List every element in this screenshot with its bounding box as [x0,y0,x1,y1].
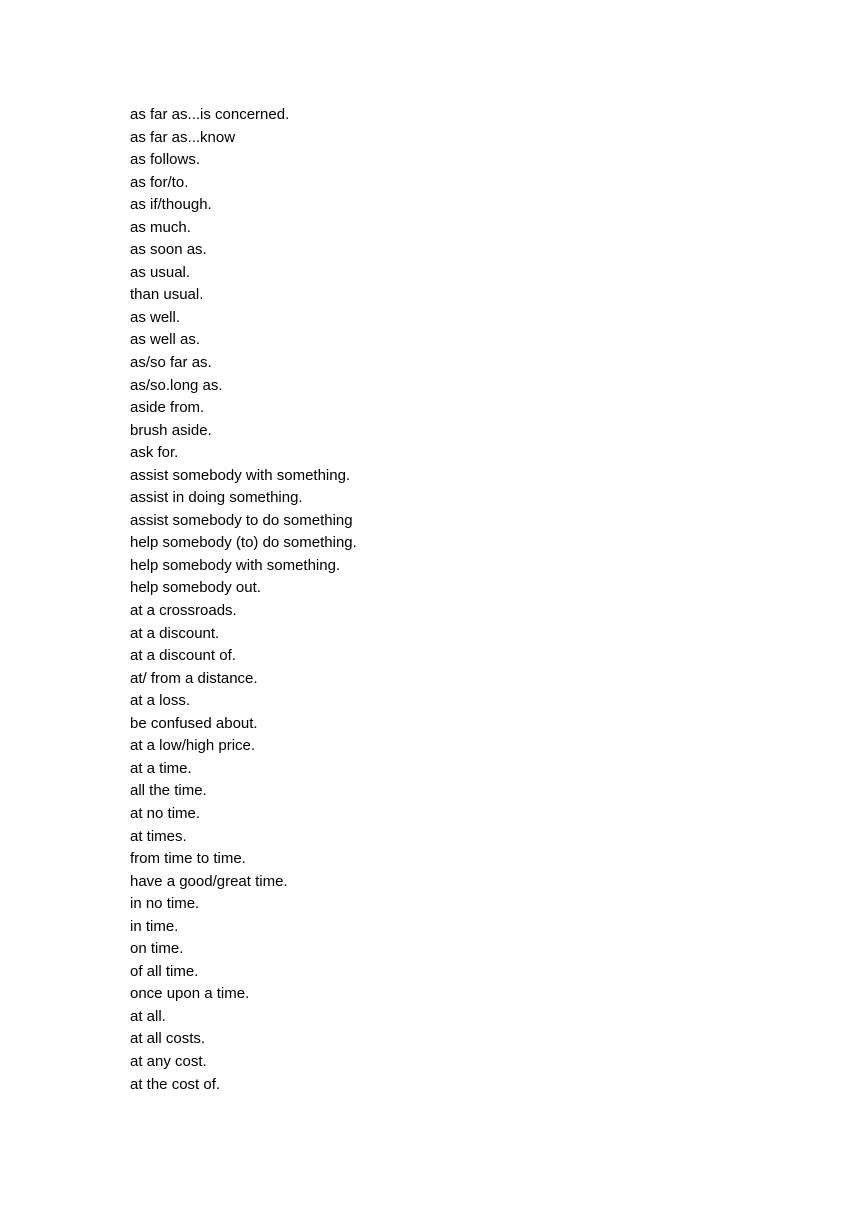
phrase-item: at times. [130,827,187,845]
phrase-item: at/ from a distance. [130,669,258,687]
phrase-item: at no time. [130,804,201,822]
phrase-item: from time to time. [130,850,246,868]
phrase-item: assist somebody to do something [130,511,353,529]
phrase-item: at any cost. [130,1052,207,1070]
phrase-item: have a good/great time. [130,872,288,890]
phrase-item: be confused about. [130,714,258,732]
phrase-item: as follows. [130,151,201,169]
phrase-item: at a loss. [130,692,191,710]
phrase-item: at the cost of. [130,1075,221,1093]
phrase-item: as well as. [130,331,201,349]
phrase-item: all the time. [130,782,207,800]
phrase-item: as usual. [130,263,191,281]
phrase-item: on time. [130,940,184,958]
phrase-item: as much. [130,218,191,236]
phrase-item: help somebody (to) do something. [130,534,357,552]
phrase-list [130,104,357,1096]
phrase-item: help somebody out. [130,579,261,597]
phrase-item: as/so far as. [130,354,212,372]
phrase-item: as well. [130,308,181,326]
phrase-item: assist somebody with something. [130,466,351,484]
phrase-item: of all time. [130,962,199,980]
phrase-item: ask for. [130,444,179,462]
phrase-item: in time. [130,917,179,935]
phrase-item: at a time. [130,759,192,777]
phrase-item: than usual. [130,286,204,304]
phrase-item: at a low/high price. [130,737,256,755]
phrase-item: in no time. [130,895,200,913]
phrase-item: at a discount. [130,624,220,642]
phrase-item: aside from. [130,399,205,417]
phrase-item: as far as...know [130,128,236,146]
phrase-item: at all. [130,1007,166,1025]
phrase-item: at a crossroads. [130,602,237,620]
phrase-item: as/so.long as. [130,376,223,394]
phrase-item: as soon as. [130,241,207,259]
phrase-item: as if/though. [130,196,212,214]
phrase-item: help somebody with something. [130,556,341,574]
phrase-item: at all costs. [130,1030,206,1048]
phrase-item: once upon a time. [130,985,250,1003]
phrase-item: brush aside. [130,421,212,439]
phrase-item: at a discount of. [130,647,236,665]
phrase-item: as far as...is concerned. [130,106,290,123]
phrase-item: assist in doing something. [130,489,303,507]
phrase-item: as for/to. [130,173,189,191]
